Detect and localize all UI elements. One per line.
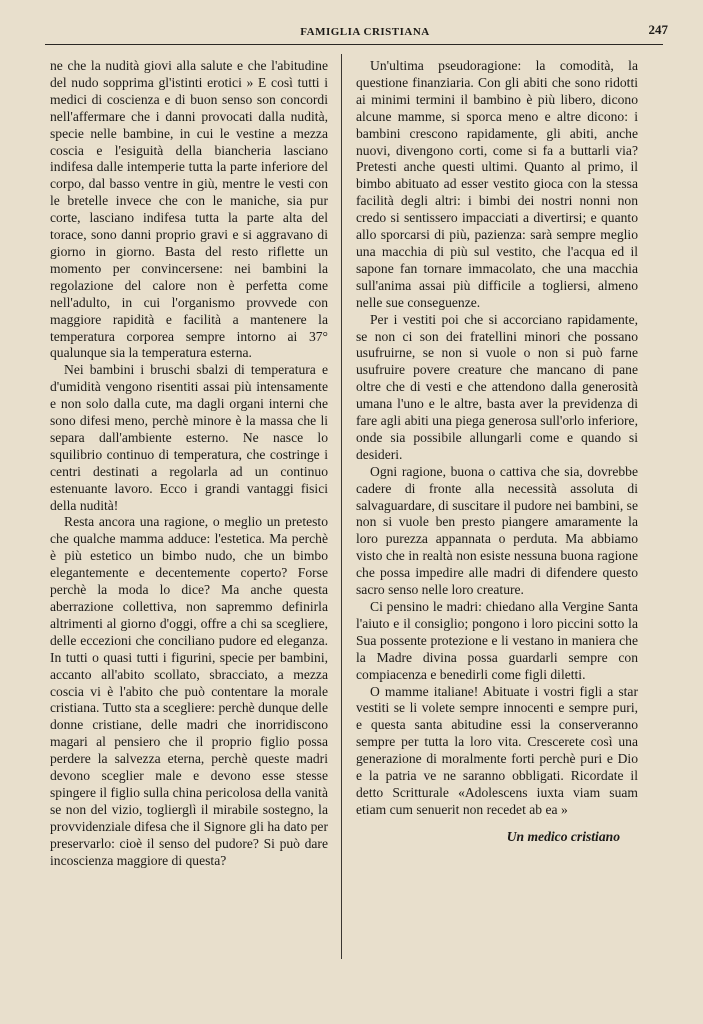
running-title: FAMIGLIA CRISTIANA [300,26,430,38]
left-paragraph-2: Nei bambini i bruschi sbalzi di temperatura e d'umidità vengono risentiti assai più intensamente e non solo dalla cute, ma dagli organi interni che sono difesi meno, perchè minore è la massa che li separa dall'ambiente esterno. Ne nasce lo squilibrio continuo di temperatura, che costringe i centri destinati a regolarla ad un continuo estenuante lavoro. Ecco i grandi vantaggi fisici della nudità! [50,362,328,513]
page-number: 247 [648,22,668,37]
right-paragraph-5: O mamme italiane! Abituate i vostri figli a star vestiti se li volete sempre innocenti e sempre puri, e questa santa abitudine essi la conserveranno sempre per tutta la loro vita. Crescerete così una generazione di moralmente forti perchè puri e Dio e la patria ve ne saranno obbligati. Ricordate il detto Scritturale «Adolescens iuxta viam suam etiam cum senuerit non recedet ab ea » [356,683,638,817]
right-paragraph-3: Ogni ragione, buona o cattiva che sia, dovrebbe cadere di fronte alla necessità assoluta di salvaguardare, di suscitare il pudore nei bambini, se non si vuole ben presto piangere amaramente la loro purezza appannata o perduta. Ma abbiamo visto che in realtà non esiste nessuna buona ragione che possa impedire alle madri di difendere questo sacro senso nelle loro creature. [356,463,638,598]
left-paragraph-3: Resta ancora una ragione, o meglio un pretesto che qualche mamma adduce: l'estetica. Ma perchè è più estetico un bimbo nudo, che un bimbo elegantemente e decentemente coperto? Forse perchè la moda lo dice? Ma anche questa aberrazione collettiva, non sapremmo definirla altrimenti al giorno d'oggi, offre a chi sa scegliere, delle eccezioni che conciliano pudore ed eleganza. In tutti o quasi tutti i figurini, specie per bambini, accanto all'abito scollato, sbracciato, a mezza coscia vi è l'abito che può contentare la morale cristiana. Tutto sta a scegliere: perchè dunque delle donne cristiane, delle madri che inorridiscono magari al pensiero che il proprio figlio possa perdere la salvezza eterna, perchè queste madri devono sceglier male e devono esse stesse spingere il figlio sulla china pericolosa della vanità se non del vizio, toglierglì il mirabile sostegno, la provvidenziale difesa che il Signore gli ha dato per preservarlo: cioè il senso del pudore? Si può dare incoscienza maggiore di questa? [50,514,328,868]
right-paragraph-2: Per i vestiti poi che si accorciano rapidamente, se non ci son dei fratellini minori che possano usufruirne, se non si vuole o non si può farne usufruire povere creature che mancano di pane oltre che di vesti e che attendono dalla generosità umana l'uno e le altre, basta aver la previdenza di fare agli abiti una piega generosa sull'orlo inferiore, onde sia possibile allungarli come e quando si desideri. [356,311,638,462]
column-divider [341,54,342,959]
header-rule [45,44,663,45]
author-signature: Un medico cristiano [506,828,620,844]
right-paragraph-1: Un'ultima pseudoragione: la comodità, la questione finanziaria. Con gli abiti che sono ridotti ai minimi termini il bambino è più libero, dicono alcune mamme, si sporca meno e altre dicono: i bambini crescono rapidamente, gli abiti, anche nuovi, divengono corti, come si fa a buttarli via? Pretesti anche questi ultimi. Quanto al primo, il bimbo abituato ad esser vestito gioca con la stessa facilità degli altri: i bimbi dei nostri nonni non credo si sentissero impacciati a divertirsi; e quanto allo sporcarsi di più, pazienza: sarà sempre meglio una macchia di più sul vestito, che l'acqua ed il sapone fan tornare immacolato, che una macchia sull'anima assai più difficile a togliersi, almeno nelle sue conseguenze. [356,58,638,310]
left-column [50,58,328,870]
page-header [40,22,690,44]
right-paragraph-4: Ci pensino le madri: chiedano alla Vergine Santa l'aiuto e il consiglio; pongono i loro piccini sotto la Sua possente protezione e li vestano in maniera che la Madre divina possa guardarli sempre con compiacenza e benedirli come figli diletti. [356,599,638,682]
left-paragraph-1: ne che la nudità giovi alla salute e che l'abitudine del nudo sopprima gl'istinti erotici » E così tutti i medici di coscienza e di buon senso son concordi nell'affermare che i danni provocati dalla nudità, specie nelle bambine, in cui le vestine a mezza coscia e l'esiguità della biancheria lasciano indifesa dalle intemperie tutta la parte inferiore del corpo, dal basso ventre in giù, mentre le vesti con le bretelle invece che con le maniche, sia pur corte, lasciano indifesa tutta la parte alta del torace, sono danni proprio gravi e si aggravano di giorno in giorno. Basta del resto riflette un momento per convincersene: nei bambini la regolazione del calore non è perfetta come nell'adulto, in cui l'organismo provvede con maggiore rapidità e facilità a mantenere la temperatura corporea sempre intorno ai 37° qualunque sia la temperatura esterna. [50,58,328,361]
right-column [356,58,638,846]
